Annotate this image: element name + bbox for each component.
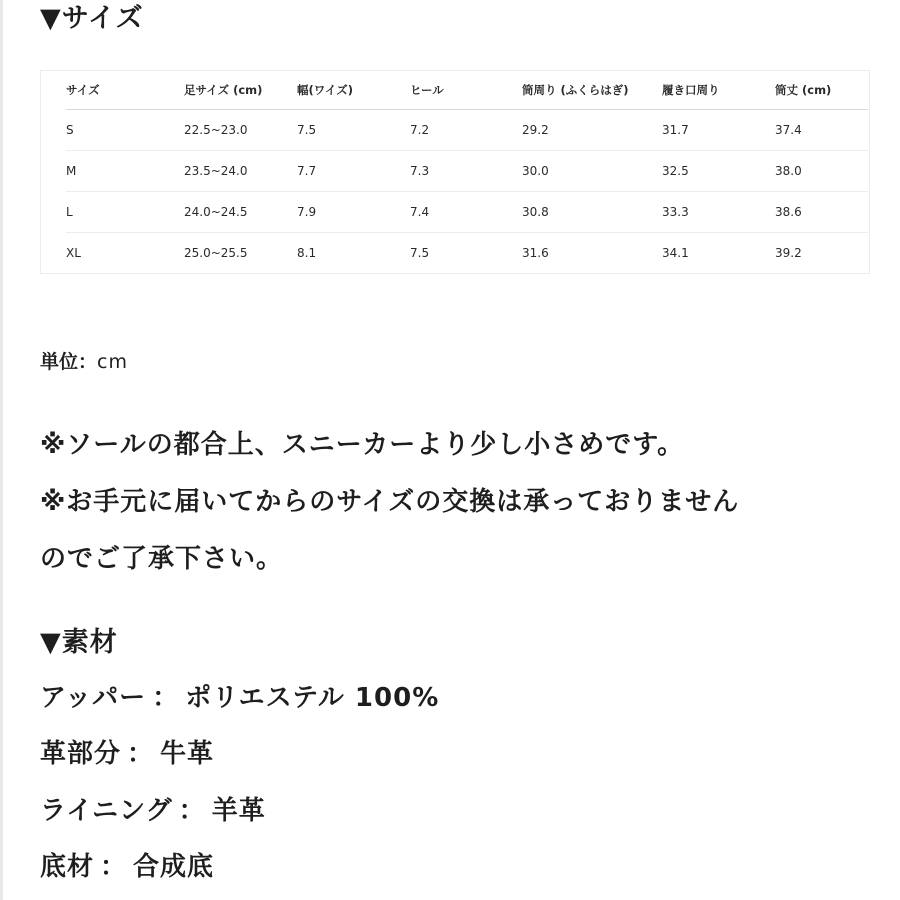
table-cell: 33.3 — [662, 192, 775, 233]
material-item — [40, 733, 214, 770]
table-row — [66, 233, 868, 274]
unit-value: cm — [97, 351, 128, 373]
table-cell: 23.5~24.0 — [184, 151, 297, 192]
material-value: 合成底 — [133, 852, 215, 882]
unit-label: 単位： — [40, 351, 98, 373]
exchange-note-continued: のでご了承下さい。 — [40, 544, 284, 574]
material-value: 牛革 — [160, 739, 215, 769]
unit-line — [40, 347, 128, 374]
material-section-heading: ▼素材 — [40, 627, 118, 658]
table-header-cell: ヒール — [410, 71, 522, 110]
table-cell: S — [66, 110, 184, 151]
table-row — [66, 151, 868, 192]
material-item — [40, 677, 439, 714]
material-separator: ： — [152, 683, 180, 713]
table-cell: 30.0 — [522, 151, 662, 192]
table-cell: 31.6 — [522, 246, 549, 260]
table-cell: 34.1 — [662, 246, 689, 260]
material-item — [40, 790, 266, 827]
table-cell: 7.3 — [410, 151, 522, 192]
material-separator: ： — [100, 852, 128, 882]
table-header-cell: 足サイズ (cm) — [184, 71, 297, 110]
table-header-cell: サイズ — [66, 71, 184, 110]
size-note: ※ソールの都合上、スニーカーより少し小さめです。 — [40, 430, 685, 460]
material-value: ポリエステル 100% — [185, 683, 440, 713]
table-cell: 31.7 — [662, 110, 775, 151]
table-cell: 7.4 — [410, 192, 522, 233]
table-cell: 38.0 — [775, 151, 868, 192]
table-row — [66, 192, 868, 233]
table-cell: M — [66, 151, 184, 192]
table-cell: 32.5 — [662, 151, 775, 192]
table-cell: 7.7 — [297, 151, 410, 192]
material-item — [40, 846, 214, 883]
table-cell: 38.6 — [775, 192, 868, 233]
page-left-border — [0, 0, 3, 900]
material-label: ライニング — [40, 796, 173, 826]
material-label: 底材 — [40, 852, 95, 882]
table-cell: 24.0~24.5 — [184, 192, 297, 233]
table-cell: 7.5 — [410, 246, 430, 260]
material-separator: ： — [127, 739, 155, 769]
table-cell: 29.2 — [522, 110, 662, 151]
table-cell: 7.9 — [297, 192, 410, 233]
material-label: 革部分 — [40, 739, 122, 769]
table-cell: 22.5~23.0 — [184, 110, 297, 151]
size-table-header-row — [66, 71, 868, 110]
table-cell: 8.1 — [297, 246, 317, 260]
material-value: 羊革 — [211, 796, 266, 826]
table-row — [66, 110, 868, 151]
size-table — [66, 71, 868, 273]
material-label: アッパー — [40, 683, 147, 713]
table-cell: 39.2 — [775, 246, 802, 260]
table-cell: 25.0~25.5 — [184, 246, 248, 260]
table-header-cell: 筒周り (ふくらはぎ) — [522, 71, 662, 110]
table-header-cell: 筒丈 (cm) — [775, 71, 868, 110]
table-header-cell: 履き口周り — [662, 71, 775, 110]
table-header-cell: 幅(ワイズ) — [297, 71, 410, 110]
table-cell: 7.2 — [410, 110, 522, 151]
table-cell: L — [66, 192, 184, 233]
table-cell: 30.8 — [522, 192, 662, 233]
table-cell: 37.4 — [775, 110, 868, 151]
size-table-container — [40, 70, 870, 274]
table-cell: 7.5 — [297, 110, 410, 151]
exchange-note: ※お手元に届いてからのサイズの交換は承っておりません — [40, 487, 740, 517]
material-separator: ： — [178, 796, 206, 826]
size-section-heading: ▼サイズ — [40, 3, 144, 34]
table-cell: XL — [66, 246, 81, 260]
